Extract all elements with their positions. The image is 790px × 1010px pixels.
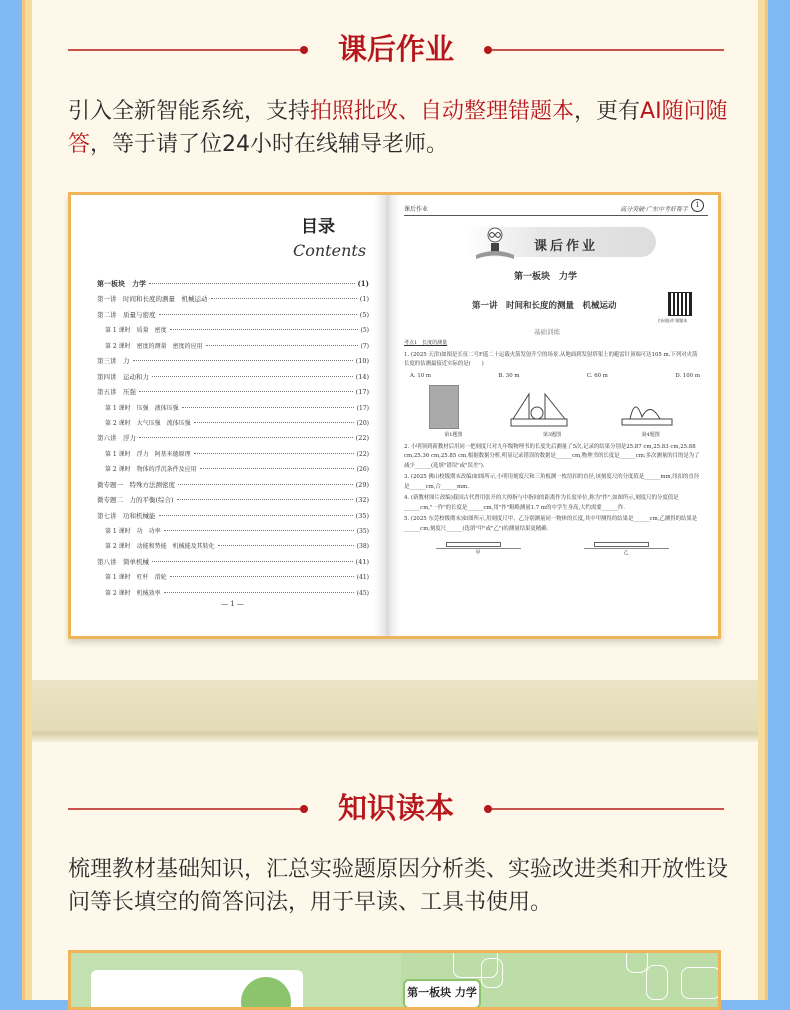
block-title: 第一板块 力学 bbox=[514, 272, 578, 282]
toc-item bbox=[97, 464, 369, 479]
toc-item-page: (1) bbox=[357, 279, 369, 288]
question-2: 2. 小明领到新教材后用同一把刻度尺对九年级物理书的长度先后测量了5次,记录的结果分别是25.87 cm,25.83 cm,25.88 cm,25.36 cm,25.85 cm,根据数据分析,明显记录错误的数据是______cm,物理书的长度是______cm;多次测量的目的是为了减少______(选填"错误"或"误差"). bbox=[404, 443, 700, 469]
ruler-jia bbox=[436, 540, 521, 559]
toc-list bbox=[97, 279, 369, 603]
toc-item-page: (32) bbox=[355, 496, 369, 505]
toc-item bbox=[97, 480, 369, 495]
leader-dots bbox=[139, 391, 353, 392]
qr-code bbox=[669, 293, 691, 315]
toc-item bbox=[97, 403, 369, 418]
toc-item bbox=[97, 557, 369, 572]
section-description: 引入全新智能系统，支持拍照批改、自动整理错题本，更有AI随问随答，等于请了位24小时在线辅导老师。 bbox=[68, 99, 728, 157]
toc-item-label: 第 1 课时 压强 液体压强 bbox=[105, 404, 179, 412]
rulers bbox=[404, 540, 700, 559]
leader-dots bbox=[149, 283, 355, 284]
series-title: 高分突破·广东中考好帮手 bbox=[620, 206, 688, 213]
questions bbox=[404, 339, 700, 559]
toc-item-page: (20) bbox=[356, 419, 369, 427]
toc-item bbox=[97, 541, 369, 556]
ruler-yi bbox=[584, 540, 669, 559]
toc-item-label: 第 1 课时 功 功率 bbox=[105, 528, 161, 535]
exercise-page bbox=[394, 195, 718, 636]
leader-dots bbox=[177, 499, 353, 500]
toc-item-label: 第 2 课时 动能和势能 机械能及其转化 bbox=[105, 543, 215, 551]
figures bbox=[404, 383, 700, 429]
page-number: — 1 — bbox=[221, 600, 244, 608]
toc-item-page: (41) bbox=[355, 557, 369, 566]
ruler-label: 乙 bbox=[623, 550, 629, 556]
toc-item bbox=[97, 526, 369, 541]
reading-character-icon bbox=[474, 225, 516, 263]
toc-item bbox=[97, 310, 369, 325]
leader-dots bbox=[164, 592, 354, 593]
leader-dots bbox=[133, 360, 353, 361]
toc-item-page: (14) bbox=[355, 372, 369, 381]
toc-item-label: 第七讲 功和机械能 bbox=[97, 511, 156, 520]
toc-item-page: (35) bbox=[355, 511, 369, 520]
toc-item bbox=[97, 418, 369, 433]
toc-item bbox=[97, 449, 369, 464]
qr-caption: 扫码批改·错题本 bbox=[658, 318, 688, 323]
toc-item-label: 第 1 课时 杠杆 滑轮 bbox=[105, 574, 167, 582]
toc-item-label: 第八讲 简单机械 bbox=[97, 557, 149, 566]
toc-item bbox=[97, 372, 369, 387]
leader-dots bbox=[218, 545, 354, 546]
section-label: 基础训练 bbox=[534, 328, 560, 336]
ruler-label: 甲 bbox=[475, 550, 481, 556]
leader-dots bbox=[159, 314, 357, 315]
toc-item-page: (17) bbox=[355, 388, 369, 397]
toc-item-label: 第 2 课时 大气压强 流体压强 bbox=[105, 419, 191, 427]
toc-item-label: 第六讲 浮力 bbox=[97, 434, 136, 443]
section-description: 梳理教材基础知识，汇总实验题原因分析类、实验改进类和开放性设问等长填空的简答问法，用于早读、工具书使用。 bbox=[68, 857, 729, 915]
banner-title: 课后作业 bbox=[534, 239, 599, 254]
leader-dots bbox=[206, 345, 358, 346]
leader-dots bbox=[178, 484, 353, 485]
running-header: 课后作业 bbox=[404, 206, 429, 213]
section-heading-homework bbox=[68, 29, 724, 69]
reader-preview-image bbox=[68, 950, 721, 1010]
leader-dots bbox=[194, 422, 354, 423]
leader-dots bbox=[170, 576, 354, 577]
topic-label: 考点1 长度的测量 bbox=[404, 340, 448, 346]
section-title: 知识读本 bbox=[337, 791, 454, 825]
leader-dots bbox=[200, 468, 354, 469]
question-1: 1. (2025 天津)如图是长征二号F遥二十运载火箭发射升空的场景.从地面到发射塔架上的避雷针顶端可达105 m.下列对火箭长度的估测最接近实际的是( ) bbox=[404, 351, 698, 367]
question-4: 4. (新教材图片改编)我国古代曾用张开的大拇指与中指间的距离作为长度单位,称为"拃",如图所示,刻度尺的分度值是______cm,"一拃"的长度是______cm,用"拃"粗略测量1.7 m的中学生身高,大约需要______拃. bbox=[404, 495, 679, 511]
hand-span-figure bbox=[620, 391, 675, 429]
toc-item bbox=[97, 279, 369, 294]
toc-item-label: 微专题二 力的平衡(综合) bbox=[97, 496, 174, 505]
toc-item-label: 第 1 课时 浮力 阿基米德原理 bbox=[105, 450, 191, 458]
toc-item-label: 第 2 课时 机械效率 bbox=[105, 589, 161, 597]
leader-dots bbox=[211, 298, 357, 299]
toc-item-page: (22) bbox=[356, 450, 369, 458]
divider-band bbox=[32, 680, 758, 742]
toc-item-label: 第二讲 质量与密度 bbox=[97, 310, 156, 319]
toc-item-page: (35) bbox=[356, 528, 369, 535]
toc-item-page: (17) bbox=[356, 404, 369, 412]
leader-dots bbox=[182, 407, 354, 408]
question-5: 5. (2025 东莞校级期末)如图所示,用刻度尺甲、乙分别测量同一物体的长度,其中甲测得的结果是______cm,乙测得的结果是______cm,刻度尺______(选填"甲"或"乙")的测量结果更精确. bbox=[404, 516, 698, 532]
toc-page bbox=[71, 195, 394, 636]
toc-item-label: 微专题一 特殊方法测密度 bbox=[97, 480, 175, 489]
leader-dots bbox=[152, 561, 353, 562]
toc-item bbox=[97, 294, 369, 309]
toc-item bbox=[97, 387, 369, 402]
toc-item-label: 第 2 课时 物体的浮沉条件及应用 bbox=[105, 466, 197, 474]
toc-item-page: (5) bbox=[360, 327, 369, 335]
toc-item-page: (7) bbox=[360, 342, 369, 350]
toc-item bbox=[97, 356, 369, 371]
leader-dots bbox=[139, 437, 353, 438]
question-3: 3. (2025 佛山校级期末改编)如图所示,小明用刻度尺和三角板测一枚纽扣的直径,该刻度尺的分度值是______mm,纽扣的直径是______cm,合______mm. bbox=[404, 474, 700, 490]
toc-item bbox=[97, 433, 369, 448]
toc-item-page: (10) bbox=[355, 357, 369, 366]
toc-item-label: 第 2 课时 密度的测量 密度的应用 bbox=[105, 342, 203, 350]
toc-item-page: (29) bbox=[355, 480, 369, 489]
toc-title: 目录 bbox=[301, 217, 335, 237]
toc-item-page: (38) bbox=[356, 543, 369, 551]
toc-item-label: 第 1 课时 质量 密度 bbox=[105, 327, 167, 335]
rocket-photo bbox=[429, 385, 459, 429]
toc-item bbox=[97, 572, 369, 587]
block-tag: 第一板块 力学 bbox=[403, 979, 481, 1009]
leader-dots bbox=[159, 515, 353, 516]
toc-subtitle: Contents bbox=[293, 241, 367, 260]
figure-captions: 第1题图 第3题图 第4题图 bbox=[444, 432, 660, 438]
toc-item bbox=[97, 511, 369, 526]
leader-dots bbox=[152, 376, 353, 377]
section-title: 课后作业 bbox=[337, 32, 454, 66]
toc-item-page: (5) bbox=[359, 310, 369, 319]
page-badge: 1 bbox=[691, 199, 704, 212]
leader-dots bbox=[194, 453, 354, 454]
toc-item bbox=[97, 325, 369, 340]
ruler-triangle-figure bbox=[509, 386, 569, 429]
book-spread-image bbox=[68, 192, 721, 639]
toc-item-label: 第三讲 力 bbox=[97, 357, 130, 366]
toc-item bbox=[97, 341, 369, 356]
toc-item-page: (22) bbox=[355, 434, 369, 443]
leader-dots bbox=[164, 530, 354, 531]
toc-item-page: (41) bbox=[356, 574, 369, 582]
lecture-title: 第一讲 时间和长度的测量 机械运动 bbox=[472, 301, 617, 311]
section-heading-reader bbox=[68, 788, 724, 828]
toc-item-label: 第四讲 运动和力 bbox=[97, 372, 149, 381]
leader-dots bbox=[170, 329, 358, 330]
toc-item-page: (45) bbox=[356, 589, 369, 597]
toc-item-page: (26) bbox=[356, 466, 369, 474]
toc-item-label: 第五讲 压强 bbox=[97, 388, 136, 397]
toc-item bbox=[97, 495, 369, 510]
q1-options: A. 10 m B. 30 m C. 60 m D. 100 m bbox=[410, 372, 700, 379]
toc-item-page: (1) bbox=[359, 295, 369, 304]
toc-item-label: 第一板块 力学 bbox=[97, 279, 146, 288]
toc-item-label: 第一讲 时间和长度的测量 机械运动 bbox=[97, 295, 208, 304]
